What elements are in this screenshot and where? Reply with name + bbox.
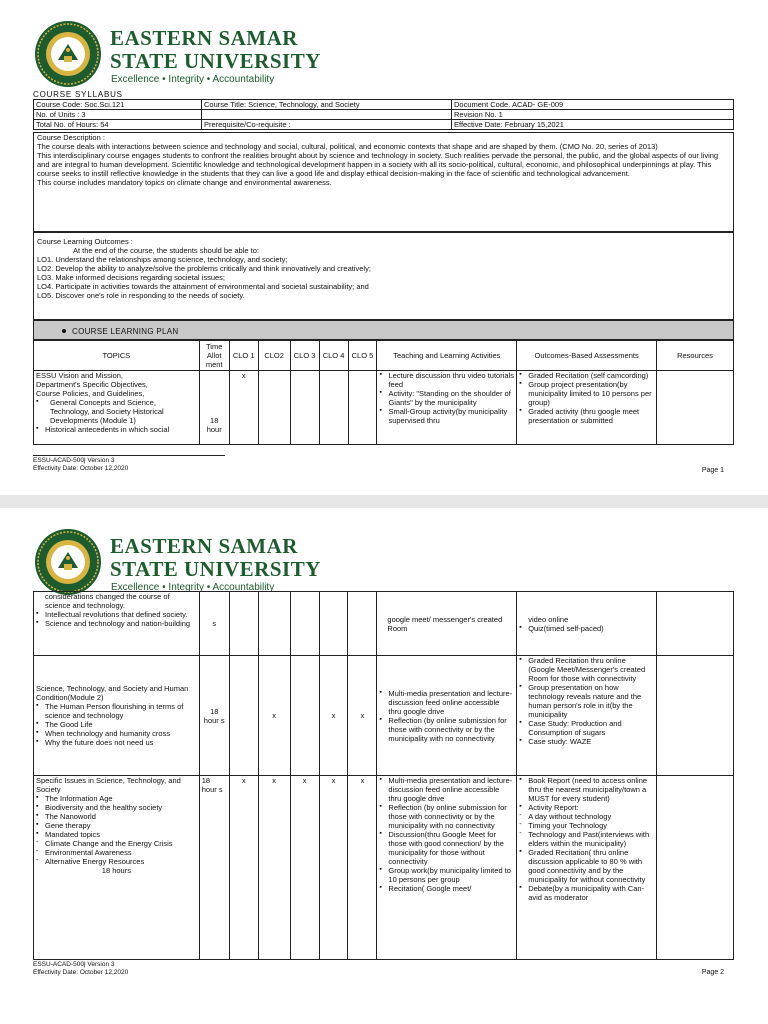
university-name-line1: EASTERN SAMAR — [110, 534, 298, 558]
clo4-mark: x — [319, 656, 348, 776]
effective-date: Effective Date: February 15,2021 — [452, 120, 734, 130]
units: No. of Units : 3 — [34, 110, 202, 120]
table-row — [34, 776, 734, 960]
time-cell: s — [199, 592, 229, 656]
clo-item: LO3. Make informed decisions regarding societal issues; — [37, 273, 226, 282]
clo-label: Course Learning Outcomes : — [37, 237, 133, 246]
table-row — [34, 592, 734, 656]
topics-cell: Specific Issues in Science, Technology, and Society ▪ The Information Age ▪ Biodiversity and the healthy society ▪ The Nanoworld ▪ Gene therapy ▪ Mandated topics - Climate Change and the Energy Crisis - Environmental Awareness - Alternative Energy Resources 18 hours — [34, 776, 200, 960]
clo-intro: At the end of the course, the students should be able to: — [73, 246, 259, 255]
university-name-line2: STATE UNIVERSITY — [110, 557, 321, 581]
page-number: Page 2 — [701, 969, 724, 976]
header-oba: Outcomes-Based Assessments — [517, 341, 657, 371]
clo5-mark: x — [348, 776, 377, 960]
course-title: Course Title: Science, Technology, and Society — [202, 100, 452, 110]
university-name-line1: EASTERN SAMAR — [110, 26, 298, 50]
table-row — [34, 371, 734, 445]
resources-cell — [657, 776, 734, 960]
university-header — [34, 20, 334, 88]
course-description-p1: The course deals with interactions between science and technology and social, cultural, political, and economic contexts that shape and are shaped by them. (CMO No. 20, series of 2013) — [37, 142, 658, 151]
tla-cell: ▪ Lecture discussion thru video tutorials feed ▪ Activity: "Standing on the shoulder of Giants" by the municipality ▪ Small-Group activity(by municipality supervised thru — [377, 371, 517, 445]
course-description-p3: This course includes mandatory topics on climate change and environmental awareness. — [37, 178, 332, 187]
university-motto: Excellence • Integrity • Accountability — [111, 74, 275, 85]
clo1-mark: x — [229, 776, 258, 960]
header-clo4: CLO 4 — [319, 341, 348, 371]
topics-cell: Science, Technology, and Society and Human Condition(Module 2) ▪ The Human Person flourishing in terms of science and technology ▪ The Good Life ▪ When technology and humanity cross ▪ Why the future does not need us — [34, 656, 200, 776]
time-cell: 18 hour s — [199, 776, 229, 960]
course-description-p2: This interdisciplinary course engages students to confront the realities brought about by science and technology in society. Such realities pervade the personal, the public, and the global aspects of our living and are integral to human development. Scientific knowledge and technological development happen in a society with all its socio-political, cultural, economic, and philosophical underpinnings at play. This course seeks to instill reflective knowledge in the students that they can live a good life and display ethical decision-making in the face of scientific and technological advancement. — [37, 151, 719, 178]
oba-cell: video online ▪ Quiz(timed self-paced) — [517, 592, 657, 656]
university-name-line2: STATE UNIVERSITY — [110, 49, 321, 73]
page-gap — [0, 495, 768, 508]
topics-cell: considerations changed the course of science and technology. ▪ Intellectual revolutions that defined society. ▪ Science and technology and nation-building — [34, 592, 200, 656]
university-seal-icon — [34, 20, 102, 88]
clo1-mark: x — [229, 371, 258, 445]
clo-item: LO5. Discover one's role in responding to the needs of society. — [37, 291, 245, 300]
syllabus-title: COURSE SYLLABUS — [33, 90, 123, 99]
header-clo3: CLO 3 — [290, 341, 319, 371]
header-clo5: CLO 5 — [348, 341, 377, 371]
course-code: Course Code: Soc.Sci.121 — [34, 100, 202, 110]
header-topics: TOPICS — [34, 341, 200, 371]
header-clo1: CLO 1 — [229, 341, 258, 371]
learning-plan-bar — [33, 320, 734, 340]
clo-item: LO2. Develop the ability to analyze/solve the problems critically and think innovatively and creatively; — [37, 264, 371, 273]
topics-cell: ESSU Vision and Mission, Department's Specific Objectives, Course Policies, and Guidelines, ▪ General Concepts and Science, Technology, and Society Historical Developments (Module 1) ▪ Historical antecedents in which social — [34, 371, 200, 445]
clo2-mark: x — [258, 656, 290, 776]
university-motto: Excellence • Integrity • Accountability — [111, 582, 275, 593]
time-cell: 18 hour s — [199, 656, 229, 776]
total-hours: Total No. of Hours: 54 — [34, 120, 202, 130]
resources-cell — [657, 371, 734, 445]
bullet-icon — [62, 329, 66, 333]
clo-item: LO4. Participate in activities towards the attainment of environmental and societal sustainability; and — [37, 282, 369, 291]
syllabus-page-1 — [0, 0, 768, 495]
university-seal-icon — [34, 528, 102, 596]
footer: ESSU-ACAD-500| Version 3 Effectivity Date: October 12,2020 — [33, 961, 129, 977]
footer-divider — [33, 959, 225, 960]
resources-cell — [657, 592, 734, 656]
clo-item: LO1. Understand the relationships among science, technology, and society; — [37, 255, 288, 264]
table-row — [34, 656, 734, 776]
learning-plan-table — [33, 340, 734, 445]
page-number: Page 1 — [701, 467, 724, 474]
header-tla: Teaching and Learning Activities — [377, 341, 517, 371]
header-clo2: CLO2 — [258, 341, 290, 371]
course-description — [33, 132, 734, 232]
footer-divider — [33, 455, 225, 456]
resources-cell — [657, 656, 734, 776]
clo2-mark: x — [258, 776, 290, 960]
oba-cell: ▪ Graded Recitation thru online (Google Meet/Messenger's created Room for those with connectivity ▪ Group presentation on how technology reveals nature and the human person's role in it(by the municipality ▪ Case Study: Production and Consumption of sugars ▪ Case study: WAZE — [517, 656, 657, 776]
learning-plan-title: COURSE LEARNING PLAN — [72, 327, 179, 336]
revision: Revision No. 1 — [452, 110, 734, 120]
header-resources: Resources — [657, 341, 734, 371]
clo5-mark: x — [348, 656, 377, 776]
course-description-label: Course Description : — [37, 133, 105, 142]
prerequisite: Prerequisite/Co-requisite : — [202, 120, 452, 130]
university-header — [34, 528, 334, 596]
tla-cell: google meet/ messenger's created Room — [377, 592, 517, 656]
tla-cell: ▪ Multi-media presentation and lecture-discussion feed online accessible thru google drive ▪ Reflection (by online submission for those with connectivity or by the municipality with no connectivity — [377, 656, 517, 776]
time-cell: 18 hour — [199, 371, 229, 445]
clo3-mark: x — [290, 776, 319, 960]
syllabus-page-2 — [0, 508, 768, 1024]
course-info-table — [33, 99, 734, 130]
footer: ESSU-ACAD-500| Version 3 Effectivity Date: October 12,2020 — [33, 457, 129, 473]
oba-cell: ▪ Book Report (need to access online thru the nearest municipality/town a MUST for every student) ▪ Activity Report: - A day without technology - Timing your Technology - Technology and Past(interviews with elders within the municipality) ▪ Graded Recitation( thru online discussion applicable to 80 % with good connectivity and by the municipality for without connectivity ▪ Debate(by a municipality with Can-avid as moderator — [517, 776, 657, 960]
oba-cell: ▪ Graded Recitation (self camcording) ▪ Group project presentation(by municipality limited to 10 persons per group) ▪ Graded activity (thru google meet presentation or submitted — [517, 371, 657, 445]
document-code: Document Code. ACAD- GE-009 — [452, 100, 734, 110]
course-learning-outcomes — [33, 232, 734, 320]
learning-plan-table-continued — [33, 591, 734, 960]
header-time: Time Allot ment — [199, 341, 229, 371]
clo4-mark: x — [319, 776, 348, 960]
tla-cell: ▪ Multi-media presentation and lecture-discussion feed online accessible thru google drive ▪ Reflection (by online submission for those with connectivity or by the municipality with no connectivity ▪ Discussion(thru Google Meet for those with good connection/ by the municipality for those without connectivity ▪ Group work(by municipality limited to 10 persons per group ▪ Recitation( Google meet/ — [377, 776, 517, 960]
